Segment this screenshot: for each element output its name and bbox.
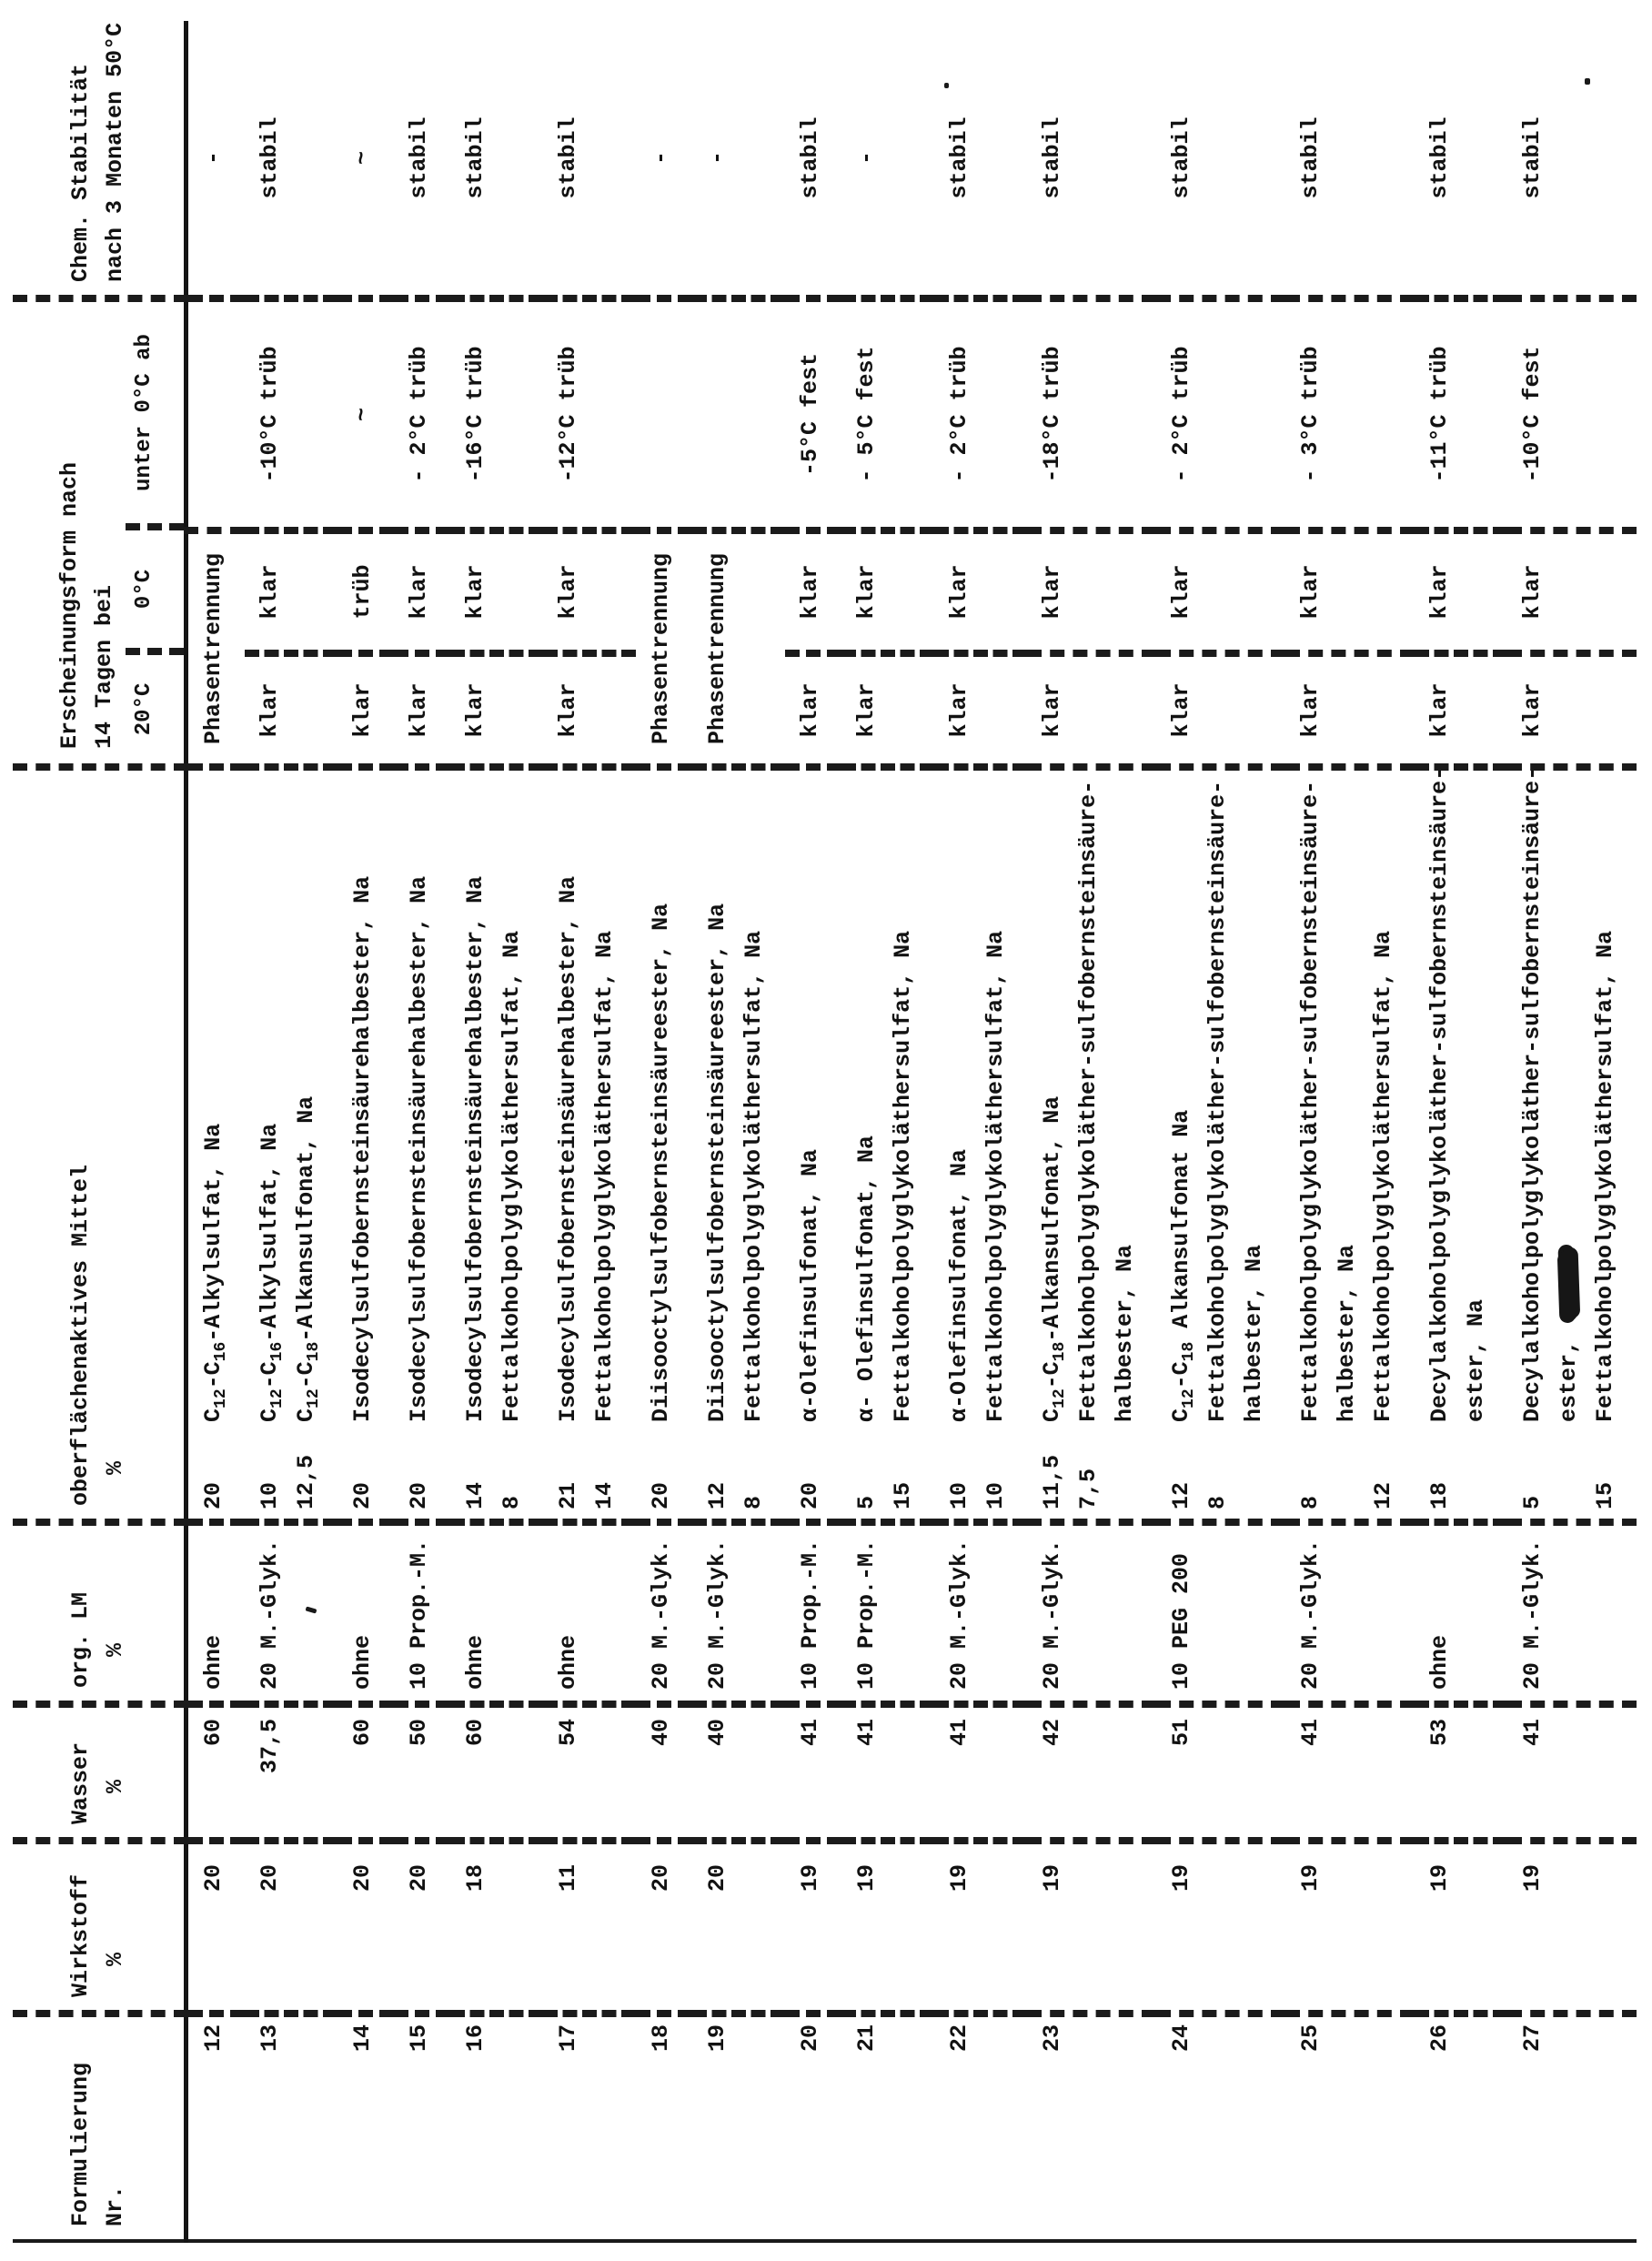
formulation-row xyxy=(543,21,636,2241)
cell-0c: klar xyxy=(1415,530,1507,653)
cell-20c: klar xyxy=(450,653,543,767)
cell-formulierung-nr: 15 xyxy=(405,2024,432,2053)
mittel-line xyxy=(1587,772,1624,1509)
cell-20c: klar xyxy=(1507,653,1637,767)
cell-20c: klar xyxy=(841,653,934,767)
cell-wasser xyxy=(1285,1704,1415,1841)
mittel-line xyxy=(458,772,494,1509)
header-line: Wirkstoff xyxy=(66,1873,94,1997)
cell-wasser xyxy=(841,1704,934,1841)
cell-20c: klar xyxy=(1156,653,1285,767)
mittel-name: halbester, Na xyxy=(1111,1244,1138,1422)
cell-unter-0c xyxy=(636,298,692,530)
cell-oberflaechenaktives-mittel xyxy=(1415,767,1507,1522)
mittel-amount: 10 xyxy=(945,1481,972,1509)
mittel-amount: 20 xyxy=(647,1481,674,1509)
mittel-line xyxy=(1515,766,1551,1509)
cell-wirkstoff: 19 xyxy=(785,1841,841,2014)
cell-formulierung-nr: 22 xyxy=(945,2024,972,2053)
cell-org-lm: ohne xyxy=(450,1522,543,1704)
mittel-amount: 20 xyxy=(348,1481,376,1509)
mittel-amount: 18 xyxy=(1425,1481,1453,1509)
cell-chem-stab: - xyxy=(636,21,692,298)
header-line: % xyxy=(101,1642,128,1657)
cell-unter-0c: -16°C trüb xyxy=(450,298,543,530)
mittel-name: α- Olefinsulfonat, Na xyxy=(852,1135,880,1422)
cell-oberflaechenaktives-mittel xyxy=(245,767,337,1522)
wasser-value: 41 xyxy=(1518,1719,1546,1747)
cell-0c: klar xyxy=(394,530,450,653)
cell-chem-stab: stabil xyxy=(1156,21,1285,298)
mittel-line xyxy=(1329,772,1365,1509)
cell-20c: klar xyxy=(245,653,337,767)
cell-20c: klar xyxy=(1027,653,1156,767)
cell-oberflaechenaktives-mittel xyxy=(337,767,394,1522)
cell-org-lm: ohne xyxy=(1415,1522,1507,1704)
cell-0c: klar xyxy=(245,530,337,653)
mittel-line xyxy=(1293,772,1329,1509)
cell-chem-stab: - xyxy=(692,21,785,298)
cell-unter-0c: - 2°C trüb xyxy=(934,298,1027,530)
wasser-value: 41 xyxy=(796,1719,823,1747)
cell-wasser xyxy=(543,1704,636,1841)
cell-unter-0c: -10°C fest xyxy=(1507,298,1637,530)
mittel-line xyxy=(401,772,438,1509)
formulation-row xyxy=(1285,21,1415,2241)
cell-unter-0c: -10°C trüb xyxy=(245,298,337,530)
subheader-unter-0c: unter 0°C ab xyxy=(126,302,184,530)
formulation-row xyxy=(692,21,785,2241)
header-line: Nr. xyxy=(101,2185,128,2226)
cell-wirkstoff: 20 xyxy=(186,1841,245,2014)
cell-wirkstoff: 20 xyxy=(337,1841,394,2014)
cell-wasser xyxy=(1027,1704,1156,1841)
mittel-amount: 5 xyxy=(852,1495,880,1509)
mittel-name: $C_{12}-C_{18}$ Alkansulfonat Na xyxy=(1167,1109,1198,1422)
cell-0c: klar xyxy=(543,530,636,653)
cell-unter-0c xyxy=(186,298,245,530)
cell-wasser xyxy=(1507,1704,1637,1841)
mittel-line xyxy=(288,772,325,1509)
wasser-value: 41 xyxy=(1296,1719,1324,1747)
mittel-name: Fettalkoholpolyglykoläther-sulfobernsteinsäure- xyxy=(1204,780,1231,1422)
cell-formulierung-nr: 23 xyxy=(1038,2024,1065,2053)
mittel-amount: 12 xyxy=(1369,1481,1396,1509)
cell-unter-0c: -18°C trüb xyxy=(1027,298,1156,530)
mittel-line xyxy=(978,772,1014,1509)
mittel-line xyxy=(587,772,623,1509)
cell-oberflaechenaktives-mittel xyxy=(1156,767,1285,1522)
cell-wasser xyxy=(394,1704,450,1841)
col-header-erscheinungsform xyxy=(13,298,186,767)
cell-20c: klar xyxy=(785,653,841,767)
mittel-amount: 20 xyxy=(796,1481,823,1509)
cell-phasentrennung: Phasentrennung xyxy=(186,530,245,767)
col-header-chem-stabilitaet xyxy=(13,21,186,298)
wasser-value: 53 xyxy=(1425,1719,1453,1747)
header-line: % xyxy=(101,1952,128,1966)
wasser-value: 60 xyxy=(461,1719,489,1747)
cell-formulierung-nr: 13 xyxy=(256,2024,283,2053)
scan-speck xyxy=(944,83,949,88)
mittel-line xyxy=(345,772,381,1509)
header-line: % xyxy=(101,1460,128,1475)
mittel-amount: 20 xyxy=(405,1481,432,1509)
cell-org-lm: 20 M.-Glyk. xyxy=(1285,1522,1415,1704)
mittel-line xyxy=(252,772,288,1509)
formulation-row xyxy=(186,21,245,2241)
mittel-name: Isodecylsulfobernsteinsäurehalbester, Na xyxy=(554,875,581,1422)
wasser-value: 37,5 xyxy=(256,1719,283,1774)
cell-org-lm: ohne xyxy=(186,1522,245,1704)
cell-formulierung-nr: 14 xyxy=(348,2024,376,2053)
mittel-line xyxy=(1365,772,1402,1509)
cell-oberflaechenaktives-mittel xyxy=(1027,767,1156,1522)
cell-oberflaechenaktives-mittel xyxy=(841,767,934,1522)
cell-oberflaechenaktives-mittel xyxy=(450,767,543,1522)
cell-oberflaechenaktives-mittel xyxy=(1285,767,1415,1522)
formulation-row xyxy=(394,21,450,2241)
cell-wasser xyxy=(337,1704,394,1841)
cell-org-lm: 20 M.-Glyk. xyxy=(245,1522,337,1704)
cell-unter-0c xyxy=(692,298,785,530)
cell-unter-0c: - 5°C fest xyxy=(841,298,934,530)
mittel-name: $C_{12}-C_{16}$-Alkylsulfat, Na xyxy=(199,1123,230,1422)
mittel-name: Fettalkoholpolyglykoläthersulfat, Na xyxy=(1591,930,1618,1422)
cell-0c: trüb xyxy=(337,530,394,653)
cell-oberflaechenaktives-mittel xyxy=(543,767,636,1522)
cell-oberflaechenaktives-mittel xyxy=(1507,767,1637,1522)
col-header-wasser xyxy=(13,1704,186,1841)
cell-oberflaechenaktives-mittel xyxy=(636,767,692,1522)
cell-0c: klar xyxy=(1285,530,1415,653)
cell-formulierung-nr: 17 xyxy=(554,2024,581,2053)
cell-chem-stab: stabil xyxy=(934,21,1027,298)
cell-org-lm: ohne xyxy=(543,1522,636,1704)
cell-unter-0c: - 3°C trüb xyxy=(1285,298,1415,530)
cell-wasser xyxy=(1156,1704,1285,1841)
cell-org-lm: 20 M.-Glyk. xyxy=(1027,1522,1156,1704)
cell-formulierung-nr: 26 xyxy=(1425,2024,1453,2053)
mittel-name: Isodecylsulfobernsteinsäurehalbester, Na xyxy=(461,875,489,1422)
formulation-row xyxy=(337,21,394,2241)
wasser-value: 51 xyxy=(1167,1719,1194,1747)
mittel-line xyxy=(1107,772,1143,1509)
mittel-line xyxy=(1551,772,1587,1509)
cell-wasser xyxy=(692,1704,785,1841)
header-line: Formulierung xyxy=(66,2062,94,2226)
cell-0c: klar xyxy=(841,530,934,653)
wasser-value: 54 xyxy=(554,1719,581,1747)
cell-org-lm: 20 M.-Glyk. xyxy=(1507,1522,1637,1704)
mittel-amount: 10 xyxy=(982,1481,1009,1509)
group-header-title xyxy=(53,462,122,749)
cell-0c: klar xyxy=(1156,530,1285,653)
group-subheaders xyxy=(126,302,184,763)
cell-wirkstoff: 20 xyxy=(692,1841,785,2014)
mittel-name: α-Olefinsulfonat, Na xyxy=(796,1148,823,1422)
cell-0c: klar xyxy=(1027,530,1156,653)
formulation-row xyxy=(841,21,934,2241)
formulation-row xyxy=(934,21,1027,2241)
mittel-name: Decylalkoholpolyglykoläther-sulfobernsteinsäure- xyxy=(1425,766,1453,1422)
mittel-name: Fettalkoholpolyglykoläthersulfat, Na xyxy=(498,930,525,1422)
mittel-amount: 14 xyxy=(461,1481,489,1509)
cell-0c: klar xyxy=(450,530,543,653)
mittel-line xyxy=(700,772,736,1509)
table-body xyxy=(186,21,1637,2241)
mittel-name: Diisooctylsulfobernsteinsäureester, Na xyxy=(647,903,674,1422)
header-row xyxy=(13,21,186,2241)
wasser-value: 60 xyxy=(348,1719,376,1747)
cell-chem-stab: - xyxy=(186,21,245,298)
cell-oberflaechenaktives-mittel xyxy=(785,767,841,1522)
mittel-amount: 8 xyxy=(1204,1495,1231,1509)
formulation-row xyxy=(1507,21,1637,2241)
mittel-name: Fettalkoholpolyglykoläthersulfat, Na xyxy=(590,930,618,1422)
cell-formulierung-nr: 25 xyxy=(1296,2024,1324,2053)
header-line: Chem. Stabilität xyxy=(66,63,94,282)
cell-chem-stab: stabil xyxy=(543,21,636,298)
cell-formulierung-nr: 24 xyxy=(1167,2024,1194,2053)
mittel-name: Fettalkoholpolyglykoläthersulfat, Na xyxy=(1369,930,1396,1422)
cell-org-lm: 10 Prop.-M. xyxy=(785,1522,841,1704)
cell-formulierung-nr: 27 xyxy=(1518,2024,1546,2053)
cell-wasser xyxy=(934,1704,1027,1841)
mittel-amount: 7,5 xyxy=(1074,1468,1102,1509)
header-line: nach 3 Monaten 50°C xyxy=(101,22,128,282)
mittel-amount: 5 xyxy=(1518,1495,1546,1509)
formulation-row xyxy=(1156,21,1285,2241)
mittel-line xyxy=(1458,772,1495,1509)
header-line: Wasser xyxy=(66,1741,94,1824)
cell-wirkstoff: 19 xyxy=(1285,1841,1415,2014)
cell-org-lm: 20 M.-Glyk. xyxy=(692,1522,785,1704)
cell-wasser xyxy=(785,1704,841,1841)
cell-org-lm: 20 M.-Glyk. xyxy=(934,1522,1027,1704)
wasser-value: 40 xyxy=(703,1719,730,1747)
cell-wirkstoff: 19 xyxy=(1507,1841,1637,2014)
mittel-line xyxy=(196,772,232,1509)
cell-wirkstoff: 20 xyxy=(245,1841,337,2014)
mittel-amount: 12 xyxy=(1167,1481,1194,1509)
mittel-line xyxy=(1236,772,1273,1509)
mittel-line xyxy=(643,772,680,1509)
mittel-name: Diisooctylsulfobernsteinsäureester, Na xyxy=(703,903,730,1422)
formulation-row xyxy=(636,21,692,2241)
cell-formulierung-nr: 19 xyxy=(703,2024,730,2053)
formulation-row xyxy=(1415,21,1507,2241)
cell-20c: klar xyxy=(1285,653,1415,767)
mittel-line xyxy=(1200,772,1236,1509)
cell-formulierung-nr: 12 xyxy=(199,2024,227,2053)
cell-chem-stab: stabil xyxy=(1285,21,1415,298)
cell-oberflaechenaktives-mittel xyxy=(692,767,785,1522)
subheader-20c: 20°C xyxy=(131,682,156,736)
mittel-line xyxy=(942,772,978,1509)
header-line: org. LM xyxy=(66,1591,94,1688)
cell-chem-stab: stabil xyxy=(1507,21,1637,298)
mittel-name: $C_{12}-C_{16}$-Alkylsulfat, Na xyxy=(256,1123,287,1422)
cell-20c: klar xyxy=(337,653,394,767)
mittel-name: Fettalkoholpolyglykoläthersulfat, Na xyxy=(740,930,767,1422)
cell-wirkstoff: 20 xyxy=(394,1841,450,2014)
mittel-amount: 12 xyxy=(703,1481,730,1509)
mittel-name: halbester, Na xyxy=(1333,1244,1360,1422)
scan-speck xyxy=(1585,78,1590,85)
col-header-formulierung-nr xyxy=(13,2014,186,2241)
mittel-line xyxy=(550,772,587,1509)
mittel-name: Fettalkoholpolyglykoläthersulfat, Na xyxy=(889,930,916,1422)
cell-chem-stab: - xyxy=(841,21,934,298)
cell-wirkstoff: 18 xyxy=(450,1841,543,2014)
cell-oberflaechenaktives-mittel xyxy=(394,767,450,1522)
mittel-amount: 11,5 xyxy=(1038,1454,1065,1509)
subheader-0c: 0°C xyxy=(126,530,184,655)
cell-unter-0c: -5°C fest xyxy=(785,298,841,530)
cell-wirkstoff: 19 xyxy=(1027,1841,1156,2014)
mittel-name: Decylalkoholpolyglykoläther-sulfobernsteinsäure- xyxy=(1518,766,1546,1422)
mittel-amount: 12,5 xyxy=(292,1454,319,1509)
mittel-line xyxy=(849,772,885,1509)
cell-formulierung-nr: 16 xyxy=(461,2024,489,2053)
cell-chem-stab: stabil xyxy=(394,21,450,298)
cell-chem-stab: stabil xyxy=(785,21,841,298)
mittel-line xyxy=(1034,772,1071,1509)
mittel-line xyxy=(494,772,530,1509)
header-line: Erscheinungsform nach xyxy=(56,461,83,749)
cell-phasentrennung: Phasentrennung xyxy=(692,530,785,767)
header-line: 14 Tagen bei xyxy=(91,584,117,749)
cell-wirkstoff: 19 xyxy=(1156,1841,1285,2014)
cell-wirkstoff: 20 xyxy=(636,1841,692,2014)
formulation-row xyxy=(785,21,841,2241)
col-header-org-lm xyxy=(13,1522,186,1704)
mittel-name: Fettalkoholpolyglykoläthersulfat, Na xyxy=(982,930,1009,1422)
mittel-name: Isodecylsulfobernsteinsäurehalbester, Na xyxy=(348,875,376,1422)
wasser-value: 41 xyxy=(852,1719,880,1747)
cell-unter-0c: - 2°C trüb xyxy=(394,298,450,530)
mittel-amount: 15 xyxy=(1591,1481,1618,1509)
cell-oberflaechenaktives-mittel xyxy=(186,767,245,1522)
mittel-name: ester, Na xyxy=(1462,1298,1489,1422)
cell-org-lm: 10 PEG 200 xyxy=(1156,1522,1285,1704)
cell-chem-stab: stabil xyxy=(1415,21,1507,298)
scribbled-out-word xyxy=(1558,1250,1577,1322)
mittel-line xyxy=(1422,766,1458,1509)
header-line: % xyxy=(101,1779,128,1793)
cell-0c: klar xyxy=(785,530,841,653)
mittel-name: $C_{12}-C_{18}$-Alkansulfonat, Na xyxy=(1038,1095,1069,1422)
formulation-table xyxy=(13,21,1637,2243)
wasser-value: 42 xyxy=(1038,1719,1065,1747)
col-header-wirkstoff xyxy=(13,1841,186,2014)
wasser-value: 60 xyxy=(199,1719,227,1747)
mittel-amount: 8 xyxy=(498,1495,525,1509)
formulation-row xyxy=(450,21,543,2241)
mittel-name: Fettalkoholpolyglykoläther-sulfobernsteinsäure- xyxy=(1074,780,1102,1422)
mittel-line xyxy=(736,772,772,1509)
cell-formulierung-nr: 20 xyxy=(796,2024,823,2053)
formulation-row xyxy=(1027,21,1156,2241)
mittel-line xyxy=(1163,772,1200,1509)
cell-chem-stab: ~ xyxy=(337,21,394,298)
cell-chem-stab: stabil xyxy=(450,21,543,298)
cell-formulierung-nr: 21 xyxy=(852,2024,880,2053)
mittel-amount: 10 xyxy=(256,1481,283,1509)
cell-org-lm: ohne xyxy=(337,1522,394,1704)
cell-formulierung-nr: 18 xyxy=(647,2024,674,2053)
cell-org-lm: 10 Prop.-M. xyxy=(841,1522,934,1704)
cell-20c: klar xyxy=(543,653,636,767)
col-header-oberflaechenaktives-mittel xyxy=(13,767,186,1522)
cell-unter-0c: -11°C trüb xyxy=(1415,298,1507,530)
mittel-name: α-Olefinsulfonat, Na xyxy=(945,1148,972,1422)
mittel-line xyxy=(792,772,829,1509)
cell-oberflaechenaktives-mittel xyxy=(934,767,1027,1522)
cell-wasser xyxy=(450,1704,543,1841)
cell-wasser xyxy=(636,1704,692,1841)
mittel-amount: 15 xyxy=(889,1481,916,1509)
cell-org-lm: 10 Prop.-M. xyxy=(394,1522,450,1704)
cell-0c: klar xyxy=(934,530,1027,653)
cell-wasser xyxy=(245,1704,337,1841)
cell-phasentrennung: Phasentrennung xyxy=(636,530,692,767)
wasser-value: 50 xyxy=(405,1719,432,1747)
cell-chem-stab: stabil xyxy=(245,21,337,298)
mittel-name: $C_{12}-C_{18}$-Alkansulfonat, Na xyxy=(292,1095,323,1422)
mittel-amount: 8 xyxy=(740,1495,767,1509)
cell-wirkstoff: 19 xyxy=(841,1841,934,2014)
formulation-row xyxy=(245,21,337,2241)
cell-wirkstoff: 19 xyxy=(1415,1841,1507,2014)
mittel-amount: 20 xyxy=(199,1481,227,1509)
cell-wasser xyxy=(186,1704,245,1841)
cell-unter-0c: ~ xyxy=(337,298,394,530)
mittel-name: Fettalkoholpolyglykoläther-sulfobernsteinsäure- xyxy=(1296,780,1324,1422)
cell-20c: klar xyxy=(394,653,450,767)
cell-20c: klar xyxy=(934,653,1027,767)
mittel-line xyxy=(885,772,922,1509)
cell-chem-stab: stabil xyxy=(1027,21,1156,298)
mittel-amount: 21 xyxy=(554,1481,581,1509)
cell-unter-0c: -12°C trüb xyxy=(543,298,636,530)
mittel-name: Isodecylsulfobernsteinsäurehalbester, Na xyxy=(405,875,432,1422)
cell-0c: klar xyxy=(1507,530,1637,653)
wasser-value: 40 xyxy=(647,1719,674,1747)
wasser-value: 41 xyxy=(945,1719,972,1747)
cell-wirkstoff: 11 xyxy=(543,1841,636,2014)
mittel-amount: 8 xyxy=(1296,1495,1324,1509)
mittel-name: ester, xyxy=(1556,1250,1582,1422)
cell-20c: klar xyxy=(1415,653,1507,767)
mittel-line xyxy=(1071,772,1107,1509)
header-line: oberflächenaktives Mittel xyxy=(66,1164,94,1506)
cell-org-lm: 20 M.-Glyk. xyxy=(636,1522,692,1704)
cell-wirkstoff: 19 xyxy=(934,1841,1027,2014)
mittel-name: halbester, Na xyxy=(1240,1244,1267,1422)
cell-wasser xyxy=(1415,1704,1507,1841)
cell-unter-0c: - 2°C trüb xyxy=(1156,298,1285,530)
mittel-amount: 14 xyxy=(590,1481,618,1509)
